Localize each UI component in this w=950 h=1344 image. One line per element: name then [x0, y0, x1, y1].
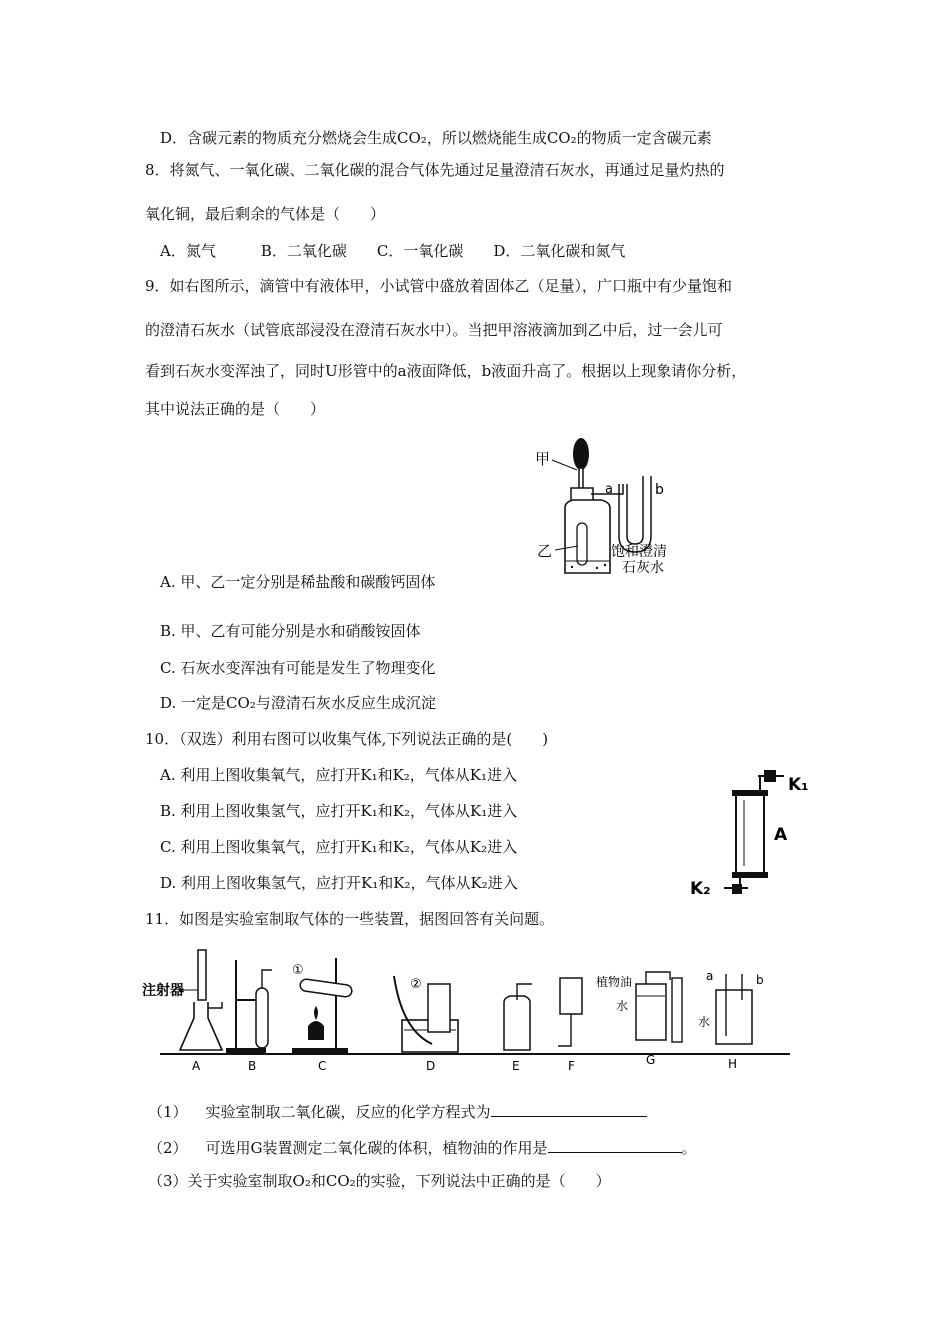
u-tube — [619, 476, 651, 552]
dropper-bulb — [573, 438, 589, 470]
water-label-g: 水 — [616, 999, 629, 1013]
q9-option-a: A. 甲、乙一定分别是稀盐酸和碳酸钙固体 — [160, 573, 436, 591]
syringe-label: 注射器 — [142, 983, 184, 999]
measuring-cylinder — [672, 978, 682, 1042]
q10-option-c: C. 利用上图收集氧气，应打开K₁和K₂，气体从K₂进入 — [160, 838, 518, 856]
q11-sub1-text: 实验室制取二氧化碳，反应的化学方程式为 — [205, 1103, 491, 1121]
q9-apparatus-figure — [525, 428, 700, 578]
q11-sub2-end: 。 — [681, 1139, 697, 1157]
jia-pointer — [552, 460, 577, 470]
label-g: G — [646, 1053, 656, 1067]
h-b-label: b — [756, 973, 764, 987]
bottle-f — [560, 978, 582, 1014]
q11-sub1-number: （1） — [148, 1103, 188, 1121]
q9-option-b: B. 甲、乙有可能分别是水和硝酸铵固体 — [160, 622, 421, 640]
a-label: A — [774, 825, 788, 845]
u-tube-a-label: a — [605, 482, 613, 497]
q11-sub2-answer-blank[interactable] — [548, 1136, 682, 1153]
q10-stem: 10．（双选）利用右图可以收集气体,下列说法正确的是( ) — [145, 730, 549, 748]
q9-stem-line1: 9．如右图所示，滴管中有液体甲，小试管中盛放着固体乙（足量），广口瓶中有少量饱和 — [145, 277, 733, 295]
label-a: A — [192, 1059, 201, 1073]
q11-sub1-answer-blank[interactable] — [491, 1100, 647, 1117]
q10-collector-figure — [688, 760, 828, 900]
bottle-g — [636, 984, 666, 1040]
q8-stem-line1: 8．将氮气、一氧化碳、二氧化碳的混合气体先通过足量澄清石灰水，再通过足量灼热的 — [145, 161, 725, 179]
bottle-h — [716, 990, 752, 1044]
test-tube-c — [299, 978, 352, 997]
q10-option-a: A. 利用上图收集氧气，应打开K₁和K₂，气体从K₁进入 — [160, 766, 518, 784]
gas-cylinder-a — [736, 794, 764, 874]
limewater-label-line2: 石灰水 — [622, 560, 664, 576]
q11-stem: 11．如图是实验室制取气体的一些装置，据图回答有关问题。 — [145, 910, 555, 928]
label-f: F — [568, 1059, 575, 1073]
flask-a — [180, 1002, 222, 1050]
bottle-e — [504, 996, 530, 1050]
k1-label: K₁ — [788, 775, 809, 795]
test-tube-b — [256, 988, 268, 1048]
jia-label: 甲 — [535, 450, 551, 468]
q9-stem-line4: 其中说法正确的是（ ） — [145, 400, 326, 418]
q8-stem-line2: 氧化铜，最后剩余的气体是（ ） — [145, 205, 386, 223]
limewater-label-line1: 饱和澄清 — [611, 544, 667, 560]
label-d: D — [426, 1059, 436, 1073]
small-test-tube — [577, 523, 587, 565]
q9-stem-line2: 的澄清石灰水（试管底部浸没在澄清石灰水中）。当把甲溶液滴加到乙中后，过一会儿可 — [145, 321, 723, 339]
q8-options: A．氮气 B．二氧化碳 C．一氧化碳 D．二氧化碳和氮气 — [160, 242, 626, 260]
label-h: H — [728, 1057, 738, 1071]
q7-option-d: D．含碳元素的物质充分燃烧会生成CO₂，所以燃烧能生成CO₂的物质一定含碳元素 — [160, 129, 712, 147]
q11-apparatus-figure — [140, 940, 800, 1078]
q10-option-d: D. 利用上图收集氢气，应打开K₁和K₂，气体从K₂进入 — [160, 874, 518, 892]
q11-sub2 — [148, 1136, 697, 1158]
valve-k2 — [732, 884, 742, 894]
q10-option-b: B. 利用上图收集氢气，应打开K₁和K₂，气体从K₁进入 — [160, 802, 518, 820]
water-label-h: 水 — [698, 1015, 711, 1029]
h-a-label: a — [706, 969, 714, 983]
label-e: E — [512, 1059, 520, 1073]
syringe — [198, 950, 206, 1000]
q11-sub1 — [148, 1100, 647, 1122]
label-c: C — [318, 1059, 327, 1073]
q11-sub3: （3）关于实验室制取O₂和CO₂的实验，下列说法中正确的是（ ） — [148, 1172, 611, 1190]
circle-one-label: ① — [292, 963, 304, 978]
circle-two-label: ② — [410, 977, 422, 992]
q9-option-c: C. 石灰水变浑浊有可能是发生了物理变化 — [160, 659, 436, 677]
q11-sub2-text: 可选用G装置测定二氧化碳的体积，植物油的作用是 — [205, 1139, 548, 1157]
label-b: B — [248, 1059, 257, 1073]
u-tube-b-label: b — [655, 482, 664, 498]
alcohol-lamp — [308, 1021, 324, 1040]
gas-jar-d — [428, 984, 450, 1032]
q9-option-d: D. 一定是CO₂与澄清石灰水反应生成沉淀 — [160, 694, 436, 712]
k2-label: K₂ — [690, 879, 711, 899]
q11-sub2-number: （2） — [148, 1139, 188, 1157]
q9-stem-line3: 看到石灰水变浑浊了，同时U形管中的a液面降低，b液面升高了。根据以上现象请你分析， — [145, 362, 747, 380]
yi-label: 乙 — [537, 542, 553, 560]
vegetable-oil-label: 植物油 — [596, 975, 633, 989]
